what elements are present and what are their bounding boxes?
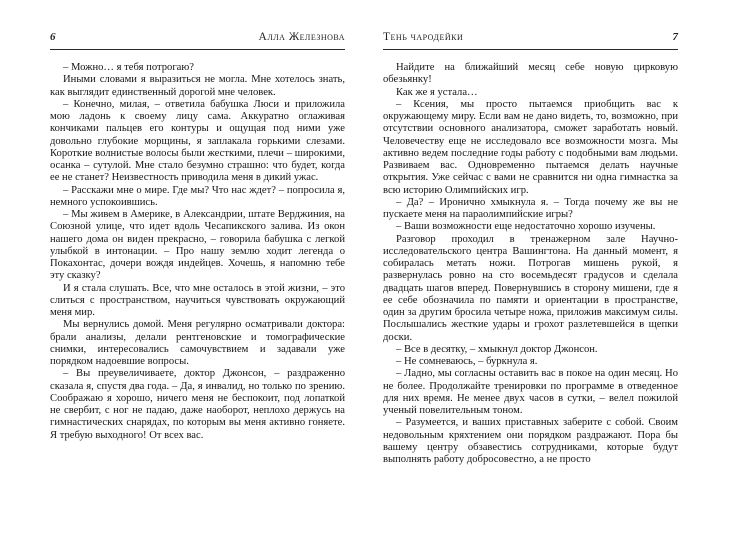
paragraph: – Мы живем в Америке, в Александрии, штате Верджиния, на Союзной улице, что идет вдоль Чесапикского залива. Из окон нашего дома он виден прекрасно, – говорила бабушка с легкой улыбкой в интонации. – Про нашу землю ходит легенда о Покахонтас, дочери вождя индейцев. Хочешь, я напомню тебе эту сказку? [50,209,345,282]
paragraph: – Ладно, мы согласны оставить вас в покое на один месяц. Но не более. Продолжайте тренировки по программе в отведенное для них время. Не менее двух часов в сутки, – велел пожилой ученый повелительным тоном. [383,368,678,416]
paragraph: Иными словами я выразиться не могла. Мне хотелось знать, как выглядит единственный дорогой мне человек. [50,74,345,98]
page-right [365,0,730,540]
paragraph: – Конечно, милая, – ответила бабушка Люси и приложила мою ладонь к своему лицу сама. Аккуратно оглаживая кончиками пальцев его контуры и ощущая под ними уже довольно глубокие морщины, я заплакала горькими слезами. Короткие волнистые волосы были жесткими, плечи – широкими, осанка – сутулой. Мне стало безумно страшно: что будет, когда ее не станет? Неизвестность приводила меня в дикий ужас. [50,98,345,184]
folio-left: 6 [50,31,56,43]
header-rule-right [383,49,678,50]
running-head-author: Алла Железнова [258,31,345,43]
paragraph: Найдите на ближайший месяц себе новую цирковую обезьянку! [383,62,678,86]
page-right-content [383,30,678,466]
paragraph: – Да? – Иронично хмыкнула я. – Тогда почему же вы не пускаете меня на параолимпийские игры? [383,196,678,220]
body-text-right [383,62,678,466]
paragraph: – Ксения, мы просто пытаемся приобщить вас к окружающему миру. Если вам не дано видеть, то, возможно, при отсутствии основного анализатора, сможет заработать новый. Человечеству еще не исследовало все возможности мозга. Мы активно ведем последние годы работу с подобными вам людьми. Развиваем вас. Одновременно пытаемся делать научные открытия. Уже сейчас с вами не сравнится ни одна гимнастка за всю историю Олимпийских игр. [383,98,678,196]
paragraph: – Расскажи мне о мире. Где мы? Что нас ждет? – попросила я, немного успокоившись. [50,184,345,208]
folio-right: 7 [672,31,678,43]
header-rule-left [50,49,345,50]
page-left-content [50,30,345,442]
paragraph: – Все в десятку, – хмыкнул доктор Джонсон. [396,343,598,355]
paragraph: Разговор проходил в тренажерном зале Научно-исследовательского центра Вашингтона. На данный момент, я собиралась метать ножи. Потрогав мишень рукой, я развернулась ровно на сто восемьдесят градусов и сделала двадцать шагов вперед. Повернувшись в сторону мишени, где я ее себе обозначила по памяти и ориентации в пространстве, один за другим бросила четыре ножа, приложив максимум силы. Послышались жесткие удары и грохот разлетевшейся в щепки доски. [383,233,678,343]
running-head-title: Тень чародейки [383,31,464,43]
body-text-left [50,62,345,442]
paragraph: – Ваши возможности еще недостаточно хорошо изучены. [396,221,656,233]
paragraph: – Вы преувеличиваете, доктор Джонсон, – раздраженно сказала я, спустя два года. – Да, я инвалид, но только по зрению. Соображаю я хорошо, ничего меня не беспокоит, под лопаткой не свербит, с ног не падаю, даже наоборот, неплохо держусь на гимнастических снарядах, по которым вы меня активно гоняете. Я требую выходного! От всех вас. [50,368,345,441]
paragraph: Мы вернулись домой. Меня регулярно осматривали доктора: брали анализы, делали рентгеновские и томографические снимки, интересовались самочувствием и задавали уже порядком надоевшие вопросы. [50,319,345,367]
paragraph: И я стала слушать. Все, что мне осталось в этой жизни, – это слиться с пространством, научиться чувствовать окружающий меня мир. [50,282,345,318]
running-head-right [383,30,678,48]
paragraph: – Не сомневаюсь, – буркнула я. [396,356,538,367]
paragraph: – Разумеется, и ваших приставных заберите с собой. Своим недовольным кряхтением они порядком раздражают. Пора бы вашему центру обзавестись сотрудниками, которые будут выполнять работу добросовестно, а не просто [383,417,678,465]
paragraph: – Можно… я тебя потрогаю? [63,62,195,73]
paragraph: Как же я устала… [396,86,478,98]
running-head-left [50,30,345,48]
